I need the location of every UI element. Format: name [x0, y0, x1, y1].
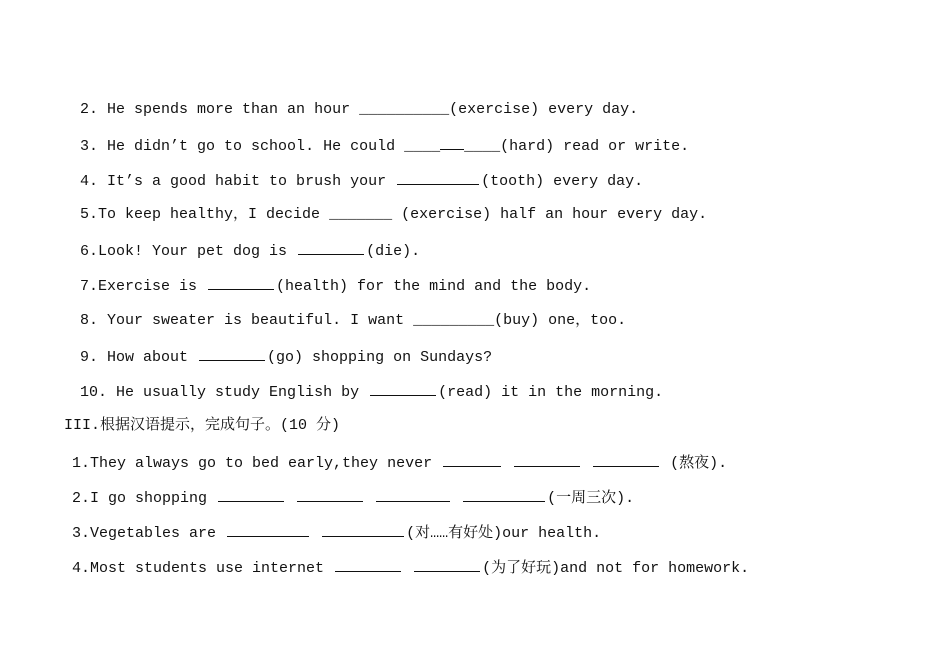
- question-text-after: (一周三次).: [547, 490, 635, 507]
- question-number: 5.: [80, 206, 99, 223]
- question-text-after: (熬夜).: [661, 455, 728, 472]
- answer-blank[interactable]: [208, 275, 274, 290]
- question-text-after: (exercise) half an hour every day.: [392, 206, 708, 223]
- question-text-before: To keep healthy，I decide: [98, 206, 330, 223]
- translation-question-2: [72, 487, 634, 507]
- question-number: 6.: [80, 243, 99, 260]
- question-text-before: They always go to bed early,they never: [90, 455, 442, 472]
- question-3: [80, 135, 689, 155]
- question-text-after: (die).: [366, 243, 421, 260]
- question-4: [80, 170, 643, 190]
- answer-blank[interactable]: [218, 487, 284, 502]
- question-5: [80, 205, 707, 225]
- question-number: 10.: [80, 384, 108, 401]
- answer-blank[interactable]: [593, 452, 659, 467]
- question-number: 3.: [72, 525, 91, 542]
- answer-blank[interactable]: __________: [359, 101, 450, 118]
- answer-blank[interactable]: [335, 557, 401, 572]
- question-text-before: Vegetables are: [90, 525, 226, 542]
- question-number: 9.: [80, 349, 99, 366]
- answer-blank[interactable]: [463, 487, 545, 502]
- question-10: [80, 381, 663, 401]
- answer-blank-underline[interactable]: [440, 135, 464, 150]
- question-number: 3.: [80, 138, 99, 155]
- answer-blank[interactable]: [376, 487, 450, 502]
- question-text-before: Look! Your pet dog is: [98, 243, 297, 260]
- section-3-title: [64, 416, 340, 436]
- question-text-before: Your sweater is beautiful. I want: [107, 312, 414, 329]
- question-text-before: It’s a good habit to brush your: [107, 173, 396, 190]
- question-text-before: He spends more than an hour: [107, 101, 360, 118]
- question-number: 4.: [80, 173, 99, 190]
- question-number: 4.: [72, 560, 91, 577]
- answer-blank[interactable]: [322, 522, 404, 537]
- question-7: [80, 275, 591, 295]
- question-text-after: (hard) read or write.: [500, 138, 690, 155]
- question-2: [80, 100, 638, 120]
- question-text-after: (read) it in the morning.: [438, 384, 664, 401]
- question-text-before: Exercise is: [98, 278, 207, 295]
- question-text-before: He usually study English by: [116, 384, 369, 401]
- answer-blank[interactable]: [199, 346, 265, 361]
- question-number: 7.: [80, 278, 99, 295]
- answer-blank[interactable]: [414, 557, 480, 572]
- question-text-before: How about: [107, 349, 198, 366]
- question-6: [80, 240, 420, 260]
- question-number: 8.: [80, 312, 99, 329]
- section-title-text: III.根据汉语提示，完成句子。(10 分): [64, 417, 341, 434]
- answer-blank[interactable]: [227, 522, 309, 537]
- answer-blank[interactable]: _________: [413, 312, 495, 329]
- question-text-after: (exercise) every day.: [449, 101, 639, 118]
- question-text-before: Most students use internet: [90, 560, 334, 577]
- question-text-after: (tooth) every day.: [481, 173, 644, 190]
- question-number: 2.: [80, 101, 99, 118]
- question-number: 2.: [72, 490, 91, 507]
- question-text-after: (health) for the mind and the body.: [276, 278, 592, 295]
- question-text-after: (buy) one，too.: [494, 312, 627, 329]
- question-text-before: He didn’t go to school. He could: [107, 138, 405, 155]
- question-text-after: (go) shopping on Sundays?: [267, 349, 493, 366]
- question-9: [80, 346, 492, 366]
- answer-blank[interactable]: _______: [329, 206, 393, 223]
- translation-question-4: [72, 557, 749, 577]
- translation-question-1: [72, 452, 727, 472]
- question-number: 1.: [72, 455, 91, 472]
- question-text-after: (为了好玩)and not for homework.: [482, 560, 750, 577]
- answer-blank[interactable]: [298, 240, 364, 255]
- question-text-after: (对……有好处)our health.: [406, 525, 602, 542]
- answer-blank[interactable]: ____: [464, 138, 501, 155]
- answer-blank[interactable]: [370, 381, 436, 396]
- question-8: [80, 311, 626, 331]
- answer-blank[interactable]: [397, 170, 479, 185]
- answer-blank[interactable]: ____: [404, 138, 441, 155]
- answer-blank[interactable]: [443, 452, 501, 467]
- question-text-before: I go shopping: [90, 490, 217, 507]
- answer-blank[interactable]: [514, 452, 580, 467]
- translation-question-3: [72, 522, 601, 542]
- answer-blank[interactable]: [297, 487, 363, 502]
